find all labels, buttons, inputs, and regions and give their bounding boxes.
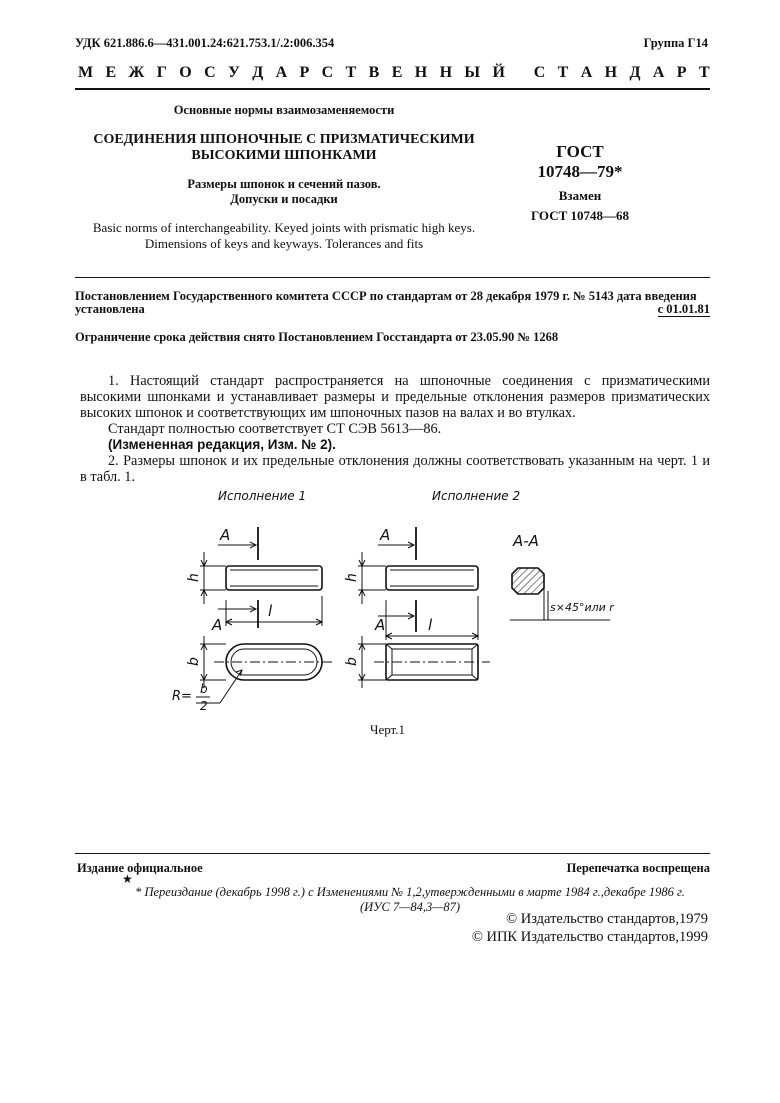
replaces-label: Взамен [558, 188, 602, 203]
title-block [80, 103, 488, 252]
heading-letter: Й [492, 64, 505, 81]
heading-letter: Д [252, 64, 264, 81]
key-drawing [160, 488, 640, 718]
body-text [80, 373, 710, 485]
chamfer-label: s×45°или r [550, 601, 614, 614]
radius-denominator: 2 [200, 699, 208, 713]
top-rule [75, 88, 710, 90]
heading-letter: Т [557, 64, 569, 81]
reprint-prohibited: Перепечатка воспрещена [566, 861, 710, 875]
dim-b-2: b [344, 657, 360, 666]
standard-title-line1: СОЕДИНЕНИЯ ШПОНОЧНЫЕ С ПРИЗМАТИЧЕСКИМИ [93, 132, 475, 147]
reissue-line1: * Переиздание (декабрь 1998 г.) с Изменениями № 1,2,утвержденными в марте 1984 г.,декабре 1986 г. [135, 885, 685, 899]
heading-letter: А [580, 64, 593, 81]
limitation-note: Ограничение срока действия снято Постановлением Госстандарта от 23.05.90 № 1268 [75, 330, 559, 344]
paragraph-1: 1. Настоящий стандарт распространяется на шпоночные соединения с призматическими высокими шпонками и устанавливает размеры и предельные отклонения размеров призматических высоких шпонок и соответствующих им шпоночных пазов на валах и во втулках. [80, 373, 710, 421]
heading-letter: В [368, 64, 380, 81]
group-code: Группа Г14 [643, 36, 708, 50]
radius-numerator: b [200, 682, 208, 696]
heading-letter: Е [391, 64, 403, 81]
copyright-1999: © ИПК Издательство стандартов,1999 [471, 929, 708, 945]
copyright-1979: © Издательство стандартов,1979 [506, 911, 708, 927]
star-icon: ★ [122, 872, 133, 886]
heading-letter: Д [629, 64, 641, 81]
heading-letter: С [321, 64, 334, 81]
english-title-line1: Basic norms of interchangeability. Keyed joints with prismatic high keys. [92, 220, 476, 235]
replaces-number: ГОСТ 10748—68 [530, 208, 630, 223]
variant2-top-view [358, 636, 490, 688]
gost-designation [525, 142, 635, 226]
official-edition: Издание официальное [77, 861, 203, 875]
heading-letter: Ы [464, 64, 481, 81]
radius-label: R= [172, 689, 192, 704]
gost-label: ГОСТ [556, 142, 604, 161]
heading-letter: Ж [128, 64, 145, 81]
heading-letter: Н [604, 64, 618, 81]
series-title: Основные нормы взаимозаменяемости [173, 103, 395, 117]
amendment-text: (Измененная редакция, Изм. № 2). [108, 437, 336, 452]
section-letter-top-1: А [220, 526, 231, 544]
standard-subtitle [80, 177, 488, 207]
subtitle-line1: Размеры шпонок и сечений пазов. [187, 177, 381, 191]
decree-established: установлена [75, 302, 145, 316]
heading-letter: Т [345, 64, 357, 81]
heading-letter [517, 64, 521, 82]
heading-letter: С [533, 64, 546, 81]
figure-caption: Черт.1 [370, 722, 406, 737]
middle-rule [75, 277, 710, 278]
amendment-note [80, 437, 710, 453]
heading-letter: Р [299, 64, 310, 81]
english-title-line2: Dimensions of keys and keyways. Tolerances and fits [144, 236, 424, 251]
heading-letter: Г [156, 64, 167, 81]
interstate-standard-heading [78, 64, 710, 82]
reissue-line2: (ИУС 7—84,3—87) [359, 900, 461, 914]
heading-letter: А [275, 64, 288, 81]
dim-h-1: h [186, 573, 202, 582]
section-letter-bottom-1: А [212, 616, 223, 634]
paragraph-sev: Стандарт полностью соответствует СТ СЭВ 5613—86. [108, 421, 442, 437]
dim-l-2: l [428, 616, 433, 634]
heading-letter: Т [698, 64, 710, 81]
section-letter-bottom-2: А [375, 616, 386, 634]
introduction-date: с 01.01.81 [657, 302, 710, 316]
english-title [80, 220, 488, 252]
heading-letter: О [179, 64, 192, 81]
variant1-side-view [200, 527, 322, 628]
section-letter-top-2: А [380, 526, 391, 544]
variant1-top-view [196, 636, 334, 703]
dim-b-1: b [186, 657, 202, 666]
heading-letter: Р [676, 64, 687, 81]
variant1-label: Исполнение 1 [218, 489, 307, 503]
heading-letter: Н [414, 64, 428, 81]
variant2-label: Исполнение 2 [432, 489, 521, 503]
heading-letter: Е [105, 64, 117, 81]
dim-l-1: l [268, 602, 273, 620]
heading-letter: М [78, 64, 94, 81]
decree-line2 [75, 303, 710, 317]
gost-number: 10748—79* [537, 162, 623, 181]
subtitle-line2: Допуски и посадки [230, 192, 338, 206]
dim-h-2: h [344, 573, 360, 582]
udk-code: УДК 621.886.6—431.001.24:621.753.1/.2:006.354 [75, 36, 335, 50]
decree-block [75, 290, 710, 317]
decree-line1: Постановлением Государственного комитета СССР по стандартам от 28 декабря 1979 г. № 5143 дата введения [75, 289, 697, 303]
heading-letter: А [652, 64, 665, 81]
bottom-rule [75, 853, 710, 854]
heading-letter: У [228, 64, 240, 81]
paragraph-2: 2. Размеры шпонок и их предельные отклонения должны соответствовать указанным на черт. 1 и в табл. 1. [80, 453, 710, 485]
heading-letter: С [204, 64, 216, 81]
standard-title [80, 132, 488, 164]
standard-title-line2: ВЫСОКИМИ ШПОНКАМИ [191, 148, 377, 163]
section-label: А-А [513, 532, 539, 550]
heading-letter: Н [439, 64, 453, 81]
